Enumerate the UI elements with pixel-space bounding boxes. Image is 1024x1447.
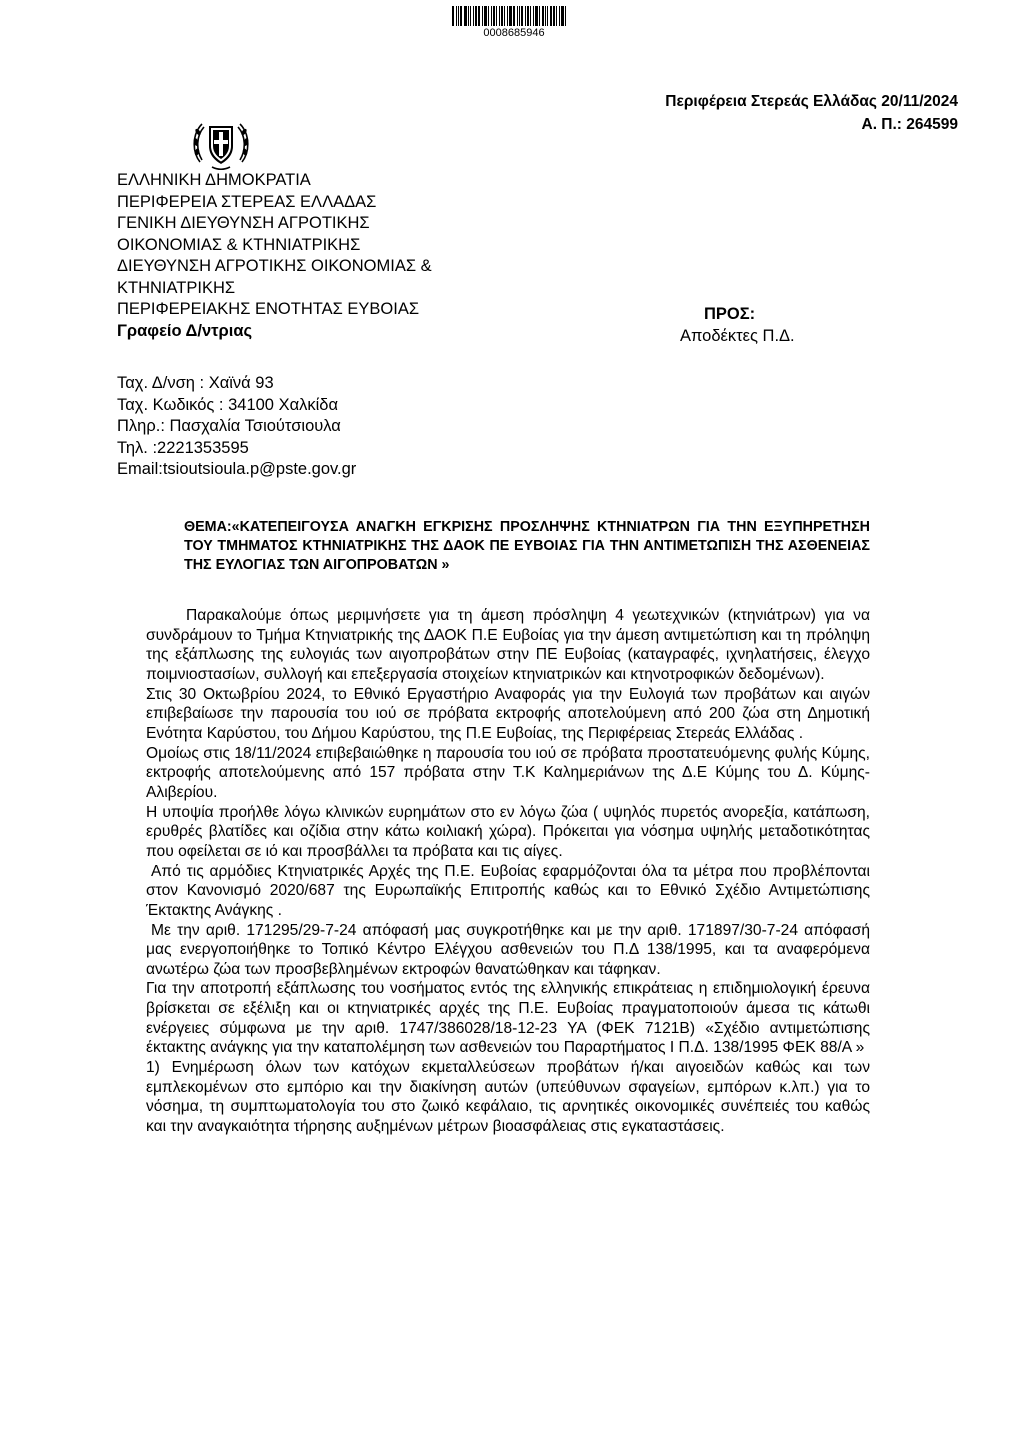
org-line: ΠΕΡΙΦΕΡΕΙΑ ΣΤΕΡΕΑΣ ΕΛΛΑΔΑΣ [117,192,377,211]
postal-code: Ταχ. Κωδικός : 34100 Χαλκίδα [117,395,339,414]
barcode-bar [565,6,566,26]
postal-address: Ταχ. Δ/νση : Χαϊνά 93 [117,374,274,392]
barcode-bar [491,6,492,26]
barcode-bar [550,6,552,26]
barcode-bar [458,6,459,26]
org-line: ΓΕΝΙΚΗ ΔΙΕΥΘΥΝΣΗ ΑΓΡΟΤΙΚΗΣ [117,214,370,232]
barcode-bar [545,6,546,26]
barcode-bar [499,6,500,26]
protocol-number: Α. Π.: 264599 [861,116,958,133]
org-line: ΕΛΛΗΝΙΚΗ ΔΗΜΟΚΡΑΤΙΑ [117,171,311,189]
recipient-value: Αποδέκτες Π.Δ. [680,326,795,345]
office-name: Γραφείο Δ/ντριας [117,321,253,340]
barcode-bar [553,6,555,26]
barcode-bar [470,6,471,26]
org-line: ΔΙΕΥΘΥΝΣΗ ΑΓΡΟΤΙΚΗΣ ΟΙΚΟΝΟΜΙΑΣ & [117,257,432,275]
email-address: Email:tsioutsioula.p@pste.gov.gr [117,460,357,478]
barcode-bar [509,6,512,26]
place-date: Περιφέρεια Στερεάς Ελλάδας 20/11/2024 [665,93,958,110]
body-paragraph: Ομοίως στις 18/11/2024 επιβεβαιώθηκε η παρουσία του ιού σε πρόβατα προστατευόμενης φυλής Κύμης, εκτροφής αποτελούμενης από 157 πρόβατα στην Τ.Κ Καλημεριάνων της Δ.Ε Κύμης του Δ. Κύμης-Αλιβερίου. [146,744,870,801]
barcode-bar [547,6,548,26]
barcode-bar [530,6,531,26]
barcode-bar [535,6,538,26]
barcode-bar [452,6,454,26]
barcode-bar [473,6,474,26]
contact-person: Πληρ.: Πασχαλία Τσιούτσιουλα [117,417,341,435]
body-paragraph: Στις 30 Οκτωβρίου 2024, το Εθνικό Εργαστήριο Αναφοράς για την Ευλογιά των προβάτων και αιγών επιβεβαίωσε την παρουσία του ιού σε πρόβατα εκτροφής αποτελούμενη από 200 ζώα στη Δημοτική Ενότητα Καρύστου, του Δήμου Καρύστου, της Π.Ε Ευβοίας, της Περιφέρειας Στερεάς Ελλάδας . [146,685,870,742]
org-line: ΟΙΚΟΝΟΜΙΑΣ & ΚΤΗΝΙΑΤΡΙΚΗΣ [117,235,361,254]
barcode-bar [460,6,462,26]
contact-details [117,373,356,481]
body-paragraph: 1) Ενημέρωση όλων των κατόχων εκμεταλλεύσεων προβάτων ή/και αιγοειδών καθώς και των εμπλεκομένων στο εμπόριο και την διακίνηση αυτών (υπεύθυνων σφαγείων, εμπόρων κ.λπ.) για το νόσημα, τη συμπτωματολογία του στο ζωικό κεφάλαιο, τις αρνητικές οικονομικές συνέπειές του καθώς και την αναγκαιότητα τήρησης αυξημένων μέτρων βιοασφάλειας στις εγκαταστάσεις. [146,1059,870,1136]
barcode-bar [519,6,520,26]
recipient-block [680,304,795,347]
barcode-bar [468,6,469,26]
barcode-bar [525,6,526,26]
barcode-bar [556,6,557,26]
barcode-bar [496,6,497,26]
body-paragraph: Από τις αρμόδιες Κτηνιατρικές Αρχές της Π.Ε. Ευβοίας εφαρμόζονται όλα τα μέτρα που προβλέπονται στον Κανονισμό 2020/687 της Ευρωπαϊκής Επιτροπής καθώς και το Εθνικό Σχέδιο Αντιμετώπισης Έκτακτης Ανάγκης . [146,862,870,919]
body-paragraph: Παρακαλούμε όπως μεριμνήσετε για τη άμεση πρόσληψη 4 γεωτεχνικών (κτηνιάτρων) για να συνδράμουν το Τμήμα Κτηνιατρικής της ΔΑΟΚ Π.Ε Ευβοίας για την άμεση αντιμετώπιση και τη πρόληψη της εξάπλωσης της ευλογιάς των αιγοπροβάτων στην ΠΕ Ευβοίας (καταγραφές, ιχνηλατήσεις, έλεγχο ποιμνιοστασίων, συλλογή και επεξεργασία στοιχείων κτηνιατρικών και κτηνοτροφικών δεδομένων). [146,607,870,683]
barcode-bar [507,6,508,26]
barcode-bar [456,6,457,26]
greek-coat-of-arms-emblem [190,112,252,174]
body-paragraph: Για την αποτροπή εξάπλωσης του νοσήματος εντός της ελληνικής επικράτειας η επιδημιολογική έρευνα βρίσκεται σε εξέλιξη και οι κτηνιατρικές αρχές της Π.Ε. Ευβοίας πραγματοποιούν άμεσα τις κάτωθι ενέργειες σύμφωνα με την αριθ. 1747/386028/18-12-23 ΥΑ (ΦΕΚ 7121Β) «Σχέδιο αντιμετώπισης έκτακτης ανάγκης για την καταπολέμηση των ασθενειών του Παραρτήματος Ι Π.Δ. 138/1995 ΦΕΚ 88/Α » [146,980,870,1057]
barcode-bar [484,6,487,26]
barcode-bar [504,6,505,26]
body-paragraph: Η υποψία προήλθε λόγω κλινικών ευρημάτων στο εν λόγω ζώα ( υψηλός πυρετός ανορεξία, κατάπωση, ερυθρές βλατίδες και οζίδια στην κάτω κοιλιακή χώρα). Πρόκειται για νόσημα υψηλής μεταδοτικότητας που οφείλεται σε ιό και προσβάλλει τα πρόβατα και τις αίγες. [146,803,870,860]
barcode-bar [517,6,518,26]
org-line: ΠΕΡΙΦΕΡΕΙΑΚΗΣ ΕΝΟΤΗΤΑΣ ΕΥΒΟΙΑΣ [117,300,420,318]
barcode-bar [493,6,495,26]
barcode-bar [464,6,467,26]
barcode [452,6,576,26]
barcode-bar [527,6,529,26]
barcode-number: 0008685946 [483,27,545,39]
barcode-bar [482,6,483,26]
barcode-bar [478,6,480,26]
issuing-authority [117,170,432,342]
org-line: ΚΤΗΝΙΑΤΡΙΚΗΣ [117,278,236,297]
barcode-bar [561,6,564,26]
barcode-bar [488,6,489,26]
barcode-bar [521,6,523,26]
document-body [146,606,870,1137]
document-header [665,90,958,136]
document-subject: ΘΕΜΑ:«ΚΑΤΕΠΕΙΓΟΥΣΑ ΑΝΑΓΚΗ ΕΓΚΡΙΣΗΣ ΠΡΟΣΛΗΨΗΣ ΚΤΗΝΙΑΤΡΩΝ ΓΙΑ ΤΗΝ ΕΞΥΠΗΡΕΤΗΣΗ ΤΟΥ ΤΜΗΜΑΤΟΣ ΚΤΗΝΙΑΤΡΙΚΗΣ ΤΗΣ ΔΑΟΚ ΠΕ ΕΥΒΟΙΑΣ ΓΙΑ ΤΗΝ ΑΝΤΙΜΕΤΩΠΙΣΗ ΤΗΣ ΑΣΘΕΝΕΙΑΣ ΤΗΣ ΕΥΛΟΓΙΑΣ ΤΩΝ ΑΙΓΟΠΡΟΒΑΤΩΝ » [184,519,870,573]
barcode-bar [539,6,540,26]
phone-number: Τηλ. :2221353595 [117,438,249,457]
barcode-bar [533,6,534,26]
barcode-bar [542,6,544,26]
recipient-label: ΠΡΟΣ: [704,305,756,323]
barcode-bar [475,6,477,26]
body-paragraph: Με την αριθ. 171295/29-7-24 απόφασή μας συγκροτήθηκε και με την αριθ. 171897/30-7-24 απόφασή μας ενεργοποιήθηκε το Τοπικό Κέντρο Ελέγχου ασθενειών του Π.Δ 138/1995, και τα αναφερόμενα ανωτέρω ζώα των προσβεβλημένων εκτροφών θανατώθηκαν και τάφηκαν. [146,921,870,978]
barcode-bar [513,6,515,26]
barcode-bar [559,6,560,26]
barcode-bar [501,6,503,26]
